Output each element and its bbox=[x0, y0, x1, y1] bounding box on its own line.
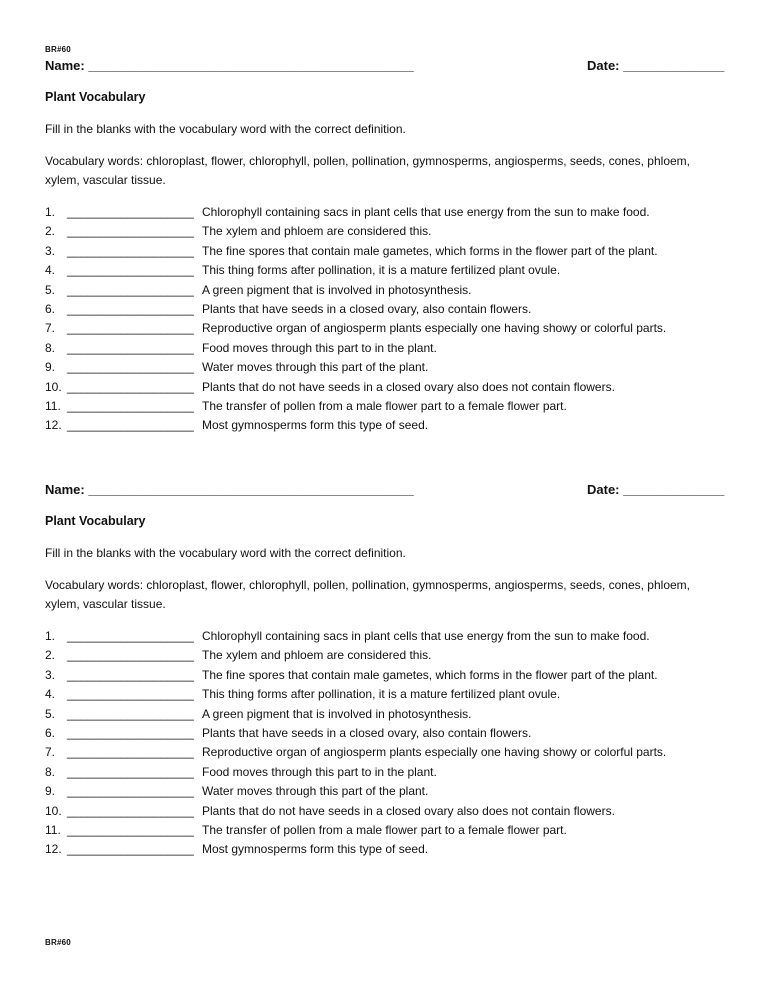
item-definition: A green pigment that is involved in photosynthesis. bbox=[202, 706, 472, 721]
document-code-top: BR#60 bbox=[45, 45, 71, 54]
list-item bbox=[45, 358, 725, 377]
name-field: Name: _____________________________________________ bbox=[45, 58, 414, 73]
answer-blank: ___________________ bbox=[67, 803, 194, 818]
answer-blank: ___________________ bbox=[67, 340, 194, 355]
item-definition: This thing forms after pollination, it is a mature fertilized plant ovule. bbox=[202, 263, 561, 278]
item-number: 7. bbox=[45, 745, 56, 760]
list-item bbox=[45, 627, 725, 646]
item-definition: Chlorophyll containing sacs in plant cells that use energy from the sun to make food. bbox=[202, 629, 650, 643]
list-item bbox=[45, 339, 725, 358]
item-definition: A green pigment that is involved in photosynthesis. bbox=[202, 282, 472, 297]
date-field: Date: ______________ bbox=[587, 482, 725, 497]
list-item bbox=[45, 378, 725, 397]
list-item bbox=[45, 821, 725, 840]
answer-blank: ___________________ bbox=[67, 301, 194, 316]
answer-blank: ___________________ bbox=[67, 243, 194, 258]
item-number: 4. bbox=[45, 263, 56, 278]
list-item bbox=[45, 840, 725, 859]
vocabulary-words: Vocabulary words: chloroplast, flower, chlorophyll, pollen, pollination, gymnosperms, angiosperms, seeds, cones, phloem, xylem, vascular tissue. bbox=[45, 578, 690, 611]
item-number: 2. bbox=[45, 224, 56, 239]
answer-blank: ___________________ bbox=[67, 321, 194, 336]
list-item bbox=[45, 397, 725, 416]
item-number: 1. bbox=[45, 629, 56, 643]
item-definition: The xylem and phloem are considered this. bbox=[202, 648, 432, 663]
name-field: Name: _____________________________________________ bbox=[45, 482, 414, 497]
item-number: 2. bbox=[45, 648, 56, 663]
list-item bbox=[45, 416, 725, 435]
answer-blank: ___________________ bbox=[67, 764, 194, 779]
definition-list bbox=[45, 203, 725, 436]
worksheet-section-1 bbox=[45, 58, 725, 436]
answer-blank: ___________________ bbox=[67, 648, 194, 663]
answer-blank: ___________________ bbox=[67, 360, 194, 375]
list-item bbox=[45, 261, 725, 280]
item-definition: Reproductive organ of angiosperm plants especially one having showy or colorful parts. bbox=[202, 745, 667, 760]
item-definition: Reproductive organ of angiosperm plants especially one having showy or colorful parts. bbox=[202, 321, 667, 336]
item-definition: Plants that do not have seeds in a closed ovary also does not contain flowers. bbox=[202, 803, 615, 818]
list-item bbox=[45, 763, 725, 782]
worksheet-title: Plant Vocabulary bbox=[45, 90, 146, 104]
item-definition: Water moves through this part of the plant. bbox=[202, 360, 429, 375]
item-number: 5. bbox=[45, 282, 56, 297]
item-definition: Food moves through this part to in the plant. bbox=[202, 340, 437, 355]
list-item bbox=[45, 203, 725, 222]
item-definition: Plants that have seeds in a closed ovary, also contain flowers. bbox=[202, 725, 532, 740]
item-definition: The transfer of pollen from a male flower part to a female flower part. bbox=[202, 822, 567, 837]
answer-blank: ___________________ bbox=[67, 842, 194, 857]
list-item bbox=[45, 666, 725, 685]
item-number: 10. bbox=[45, 803, 62, 818]
list-item bbox=[45, 319, 725, 338]
item-number: 9. bbox=[45, 360, 56, 375]
worksheet-title: Plant Vocabulary bbox=[45, 514, 146, 528]
item-definition: Most gymnosperms form this type of seed. bbox=[202, 842, 429, 857]
instructions: Fill in the blanks with the vocabulary word with the correct definition. bbox=[45, 546, 406, 560]
item-number: 8. bbox=[45, 764, 56, 779]
item-number: 11. bbox=[45, 822, 61, 837]
item-definition: Most gymnosperms form this type of seed. bbox=[202, 418, 429, 433]
item-definition: The transfer of pollen from a male flower part to a female flower part. bbox=[202, 398, 567, 413]
item-number: 8. bbox=[45, 340, 56, 355]
answer-blank: ___________________ bbox=[67, 629, 194, 643]
item-number: 6. bbox=[45, 301, 56, 316]
list-item bbox=[45, 222, 725, 241]
item-definition: Food moves through this part to in the plant. bbox=[202, 764, 437, 779]
item-definition: Chlorophyll containing sacs in plant cells that use energy from the sun to make food. bbox=[202, 205, 650, 219]
list-item bbox=[45, 300, 725, 319]
answer-blank: ___________________ bbox=[67, 379, 194, 394]
list-item bbox=[45, 685, 725, 704]
worksheet-section-2 bbox=[45, 482, 725, 860]
header-row bbox=[45, 58, 725, 78]
item-number: 7. bbox=[45, 321, 56, 336]
answer-blank: ___________________ bbox=[67, 398, 194, 413]
answer-blank: ___________________ bbox=[67, 667, 194, 682]
list-item bbox=[45, 782, 725, 801]
item-number: 3. bbox=[45, 667, 56, 682]
date-field: Date: ______________ bbox=[587, 58, 725, 73]
answer-blank: ___________________ bbox=[67, 725, 194, 740]
item-number: 3. bbox=[45, 243, 56, 258]
item-number: 10. bbox=[45, 379, 62, 394]
list-item bbox=[45, 242, 725, 261]
answer-blank: ___________________ bbox=[67, 418, 194, 433]
answer-blank: ___________________ bbox=[67, 706, 194, 721]
answer-blank: ___________________ bbox=[67, 687, 194, 702]
answer-blank: ___________________ bbox=[67, 822, 194, 837]
item-number: 1. bbox=[45, 205, 56, 219]
item-number: 12. bbox=[45, 842, 62, 857]
item-number: 4. bbox=[45, 687, 56, 702]
item-number: 9. bbox=[45, 784, 56, 799]
item-definition: This thing forms after pollination, it is a mature fertilized plant ovule. bbox=[202, 687, 561, 702]
list-item bbox=[45, 724, 725, 743]
list-item bbox=[45, 646, 725, 665]
vocabulary-words: Vocabulary words: chloroplast, flower, chlorophyll, pollen, pollination, gymnosperms, angiosperms, seeds, cones, phloem, xylem, vascular tissue. bbox=[45, 154, 690, 187]
item-definition: The fine spores that contain male gametes, which forms in the flower part of the plant. bbox=[202, 667, 658, 682]
document-code-bottom: BR#60 bbox=[45, 938, 71, 947]
definition-list bbox=[45, 627, 725, 860]
item-number: 11. bbox=[45, 398, 61, 413]
item-definition: Plants that have seeds in a closed ovary, also contain flowers. bbox=[202, 301, 532, 316]
list-item bbox=[45, 281, 725, 300]
list-item bbox=[45, 743, 725, 762]
item-definition: The fine spores that contain male gametes, which forms in the flower part of the plant. bbox=[202, 243, 658, 258]
answer-blank: ___________________ bbox=[67, 205, 194, 219]
answer-blank: ___________________ bbox=[67, 784, 194, 799]
answer-blank: ___________________ bbox=[67, 263, 194, 278]
list-item bbox=[45, 705, 725, 724]
instructions: Fill in the blanks with the vocabulary word with the correct definition. bbox=[45, 122, 406, 136]
answer-blank: ___________________ bbox=[67, 745, 194, 760]
item-definition: The xylem and phloem are considered this. bbox=[202, 224, 432, 239]
item-number: 6. bbox=[45, 725, 56, 740]
answer-blank: ___________________ bbox=[67, 224, 194, 239]
item-number: 12. bbox=[45, 418, 62, 433]
item-definition: Water moves through this part of the plant. bbox=[202, 784, 429, 799]
answer-blank: ___________________ bbox=[67, 282, 194, 297]
item-definition: Plants that do not have seeds in a closed ovary also does not contain flowers. bbox=[202, 379, 615, 394]
header-row bbox=[45, 482, 725, 502]
item-number: 5. bbox=[45, 706, 56, 721]
list-item bbox=[45, 802, 725, 821]
